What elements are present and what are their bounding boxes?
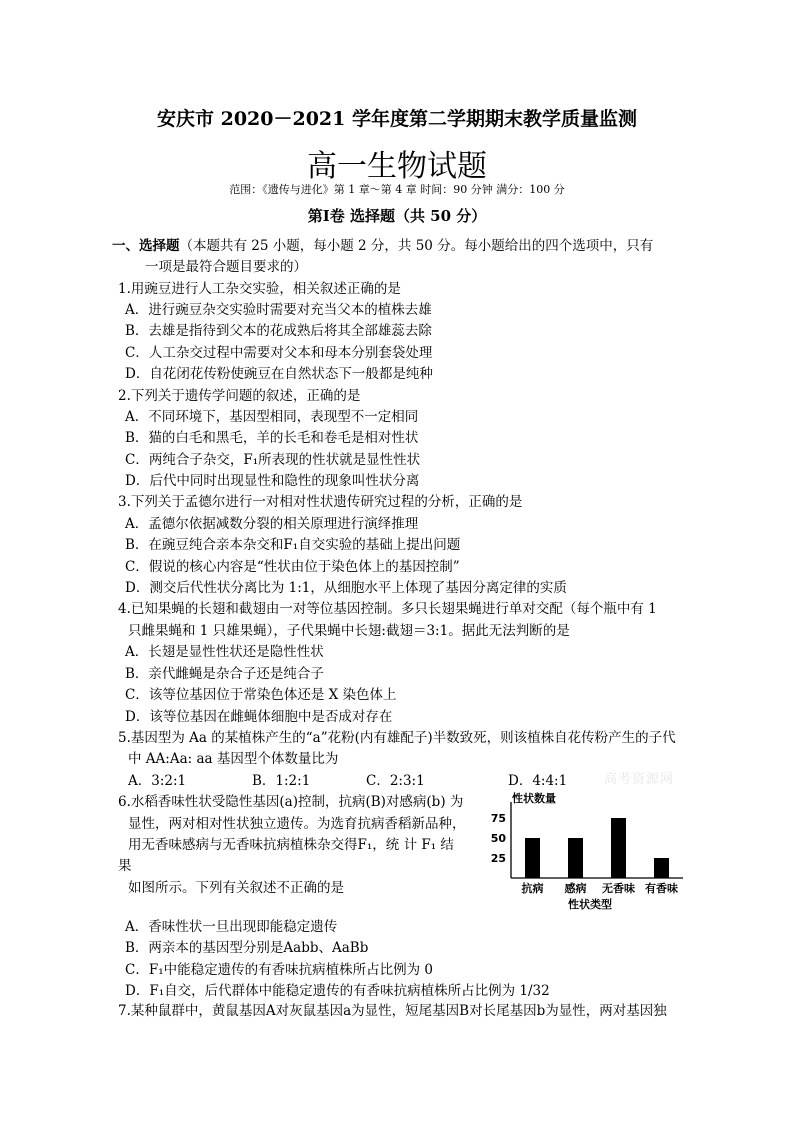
q6-stem-line1: 6.水稻香味性状受隐性基因(a)控制，抗病(B)对感病(b) 为 [118,794,464,810]
q6-stem-line3: 用无香味感病与无香味抗病植株杂交得F₁，统 计 F₁ 结 [128,837,454,853]
q3-stem: 3.下列关于孟德尔进行一对相对性状遗传研究过程的分析，正确的是 [118,494,523,510]
q5-option-b: B．1:2:1 [252,773,311,789]
subject-title: 高一生物试题 [307,149,487,184]
chart-xtick-label: 抗病 [521,882,544,895]
q2-option-c: C．两纯合子杂交，F₁所表现的性状就是显性性状 [125,452,421,468]
q5-option-c: C．2:3:1 [366,773,425,789]
chart-ytick-label: 75 [490,812,506,825]
q6-option-a: A．香味性状一旦出现即能稳定遗传 [125,919,338,935]
q5-option-a: A．3:2:1 [128,773,187,789]
q4-option-a: A．长翅是显性性状还是隐性性状 [125,644,324,660]
q6-option-c: C．F₁中能稳定遗传的有香味抗病植株所占比例为 0 [125,962,433,978]
chart-xtick-label: 有香味 [645,882,678,895]
q1-option-b: B．去雄是指待到父本的花成熟后将其全部雄蕊去除 [125,323,432,339]
q7-stem: 7.某种鼠群中，黄鼠基因A对灰鼠基因a为显性，短尾基因B对长尾基因b为显性，两对基因独 [118,1003,667,1019]
q4-stem-line1: 4.已知果蝇的长翅和截翅由一对等位基因控制。多只长翅果蝇进行单对交配（每个瓶中有 1 [118,601,657,617]
q1-option-c: C．人工杂交过程中需要对父本和母本分别套袋处理 [125,345,433,361]
chart-ytick-label: 50 [490,832,506,845]
watermark-text: 高考资源网 [604,772,675,787]
q3-option-c: C．假说的核心内容是“性状由位于染色体上的基因控制” [125,559,460,575]
q5-stem-line2: 中 AA:Aa: aa 基因型个体数量比为 [128,751,339,767]
q6-stem-line4: 果 [118,858,132,874]
instructions-line2: 一项是最符合题目要求的） [145,259,307,275]
chart-ylabel: 性状数量 [512,792,556,805]
q5-stem-line1: 5.基因型为 Aa 的某植株产生的“a”花粉(内有雄配子)半数致死，则该植株自花传粉产生的子代 [118,730,676,746]
exam-title: 安庆市 2020－2021 学年度第二学期期末教学质量监测 [157,108,637,130]
chart-xtick-label: 感病 [564,882,587,895]
q4-option-b: B．亲代雌蝇是杂合子还是纯合子 [125,666,324,682]
q2-stem: 2.下列关于遗传学问题的叙述，正确的是 [118,388,361,404]
chart-bar [568,838,583,878]
q4-option-d: D．该等位基因在雌蝇体细胞中是否成对存在 [125,709,393,725]
instructions-label: 一、选择题 [112,238,180,254]
q5-option-d: D．4:4:1 [508,773,568,789]
q4-option-c: C．该等位基因位于常染色体还是 X 染色体上 [125,687,397,703]
chart-bar [654,858,669,878]
q3-option-b: B．在豌豆纯合亲本杂交和F₁自交实验的基础上提出问题 [125,537,461,553]
q6-stem-line2: 显性，两对相对性状独立遗传。为选育抗病香稻新品种， [128,816,466,832]
chart-ytick-label: 25 [490,852,506,865]
exam-scope: 范围：《遗传与进化》第 1 章～第 4 章 时间：90 分钟 满分：100 分 [229,183,565,196]
q6-option-b: B．两亲本的基因型分别是Aabb、AaBb [125,940,369,956]
q3-option-d: D．测交后代性状分离比为 1:1，从细胞水平上体现了基因分离定律的实质 [125,580,567,596]
chart-xlabel: 性状类型 [568,898,612,911]
trait-bar-chart [478,788,688,913]
q1-option-a: A．进行豌豆杂交实验时需要对充当父本的植株去雄 [125,302,432,318]
q6-option-d: D．F₁自交，后代群体中能稳定遗传的有香味抗病植株所占比例为 1/32 [125,983,550,999]
section-title: 第Ⅰ卷 选择题（共 50 分） [307,207,487,225]
instructions-line1: 一、选择题（本题共有 25 小题，每小题 2 分，共 50 分。每小题给出的四个选项中，只有 [112,238,654,254]
q2-option-b: B．猫的白毛和黑毛，羊的长毛和卷毛是相对性状 [125,430,419,446]
q6-stem-line5: 如图所示。下列有关叙述不正确的是 [128,880,344,896]
q4-stem-line2: 只雌果蝇和 1 只雄果蝇），子代果蝇中长翅:截翅＝3:1。据此无法判断的是 [128,623,570,639]
q2-option-d: D．后代中同时出现显性和隐性的现象叫性状分离 [125,473,420,489]
chart-xtick-label: 无香味 [602,882,635,895]
chart-bar [525,838,540,878]
q3-option-a: A．孟德尔依据减数分裂的相关原理进行演绎推理 [125,516,419,532]
q1-option-d: D．自花闭花传粉使豌豆在自然状态下一般都是纯种 [125,366,433,382]
q1-stem: 1.用豌豆进行人工杂交实验，相关叙述正确的是 [118,281,401,297]
q2-option-a: A．不同环境下，基因型相同，表现型不一定相同 [125,409,419,425]
chart-bar [611,818,626,878]
